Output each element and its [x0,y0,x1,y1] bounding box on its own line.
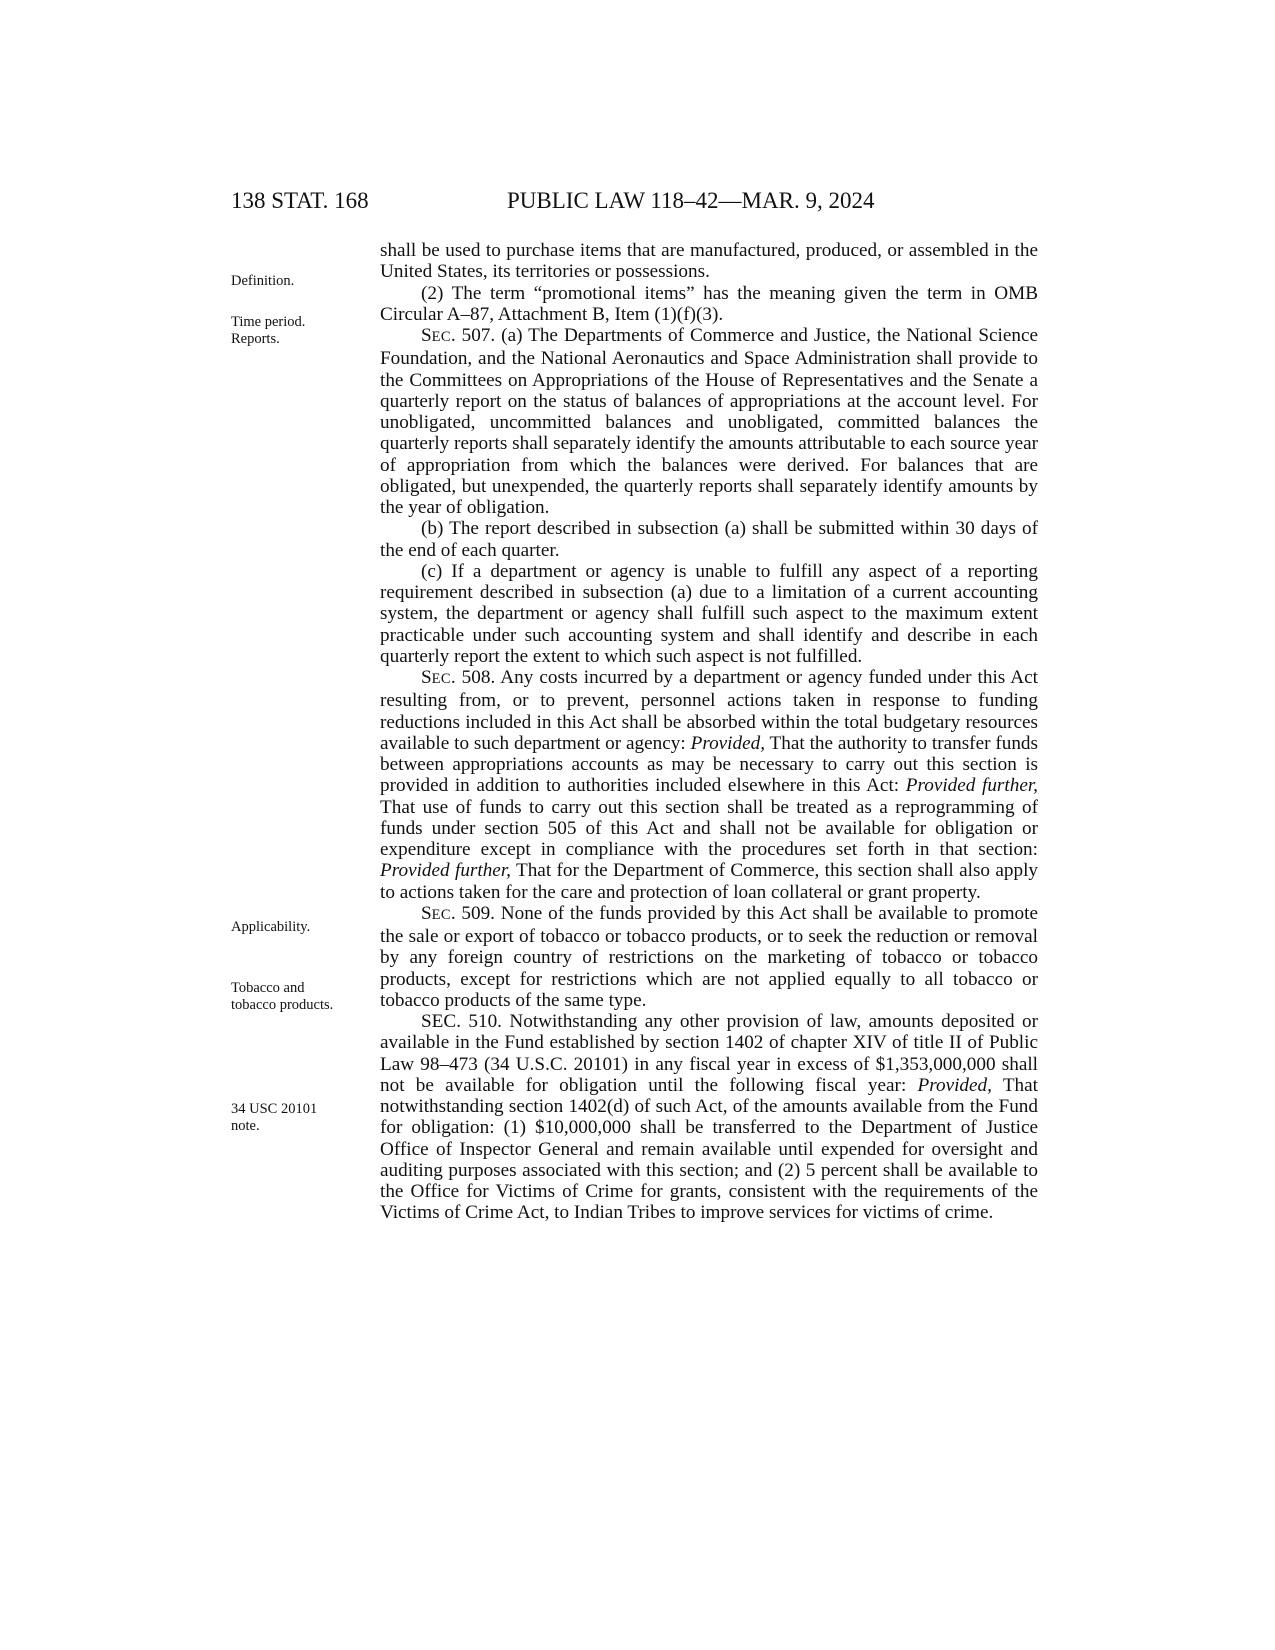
body-text [380,240,1038,1224]
section-508: SEC. 508. Any costs incurred by a department or agency funded under this Act resulting from, or to prevent, personnel actions taken in response to funding reductions included in this Act shall be absorbed within the total budgetary resources available to such department or agency: Provided, That the authority to transfer funds between appropriations accounts as may be necessary to carry out this section is provided in addition to authorities included elsewhere in this Act: Provided further, That use of funds to carry out this section shall be treated as a reprogramming of funds under section 505 of this Act and shall not be available for obligation or expenditure except in compliance with the procedures set forth in that section: Provided further, That for the Department of Commerce, this section shall also apply to actions taken for the care and protection of loan collateral or grant property. [380,667,1038,903]
section-507-c: (c) If a department or agency is unable to fulfill any aspect of a reporting requirement described in subsection (a) due to a limitation of a current accounting system, the department or agency shall fulfill such aspect to the maximum extent practicable under such accounting system and shall identify and describe in each quarterly report the extent to which such aspect is not fulfilled. [380,560,1038,667]
margin-note-applicability: Applicability. [231,919,311,935]
margin-note-definition: Definition. [231,273,295,289]
section-509: SEC. 509. None of the funds provided by this Act shall be available to promote the sale or export of tobacco or tobacco products, or to seek the reduction or removal by any foreign country of restrictions on the marketing of tobacco or tobacco products, except for restrictions which are not applied equally to all tobacco or tobacco products of the same type. [380,902,1038,1011]
paragraph-continuation: shall be used to purchase items that are manufactured, produced, or assembled in the United States, its territories or possessions. [380,240,1038,283]
section-507-b: (b) The report described in subsection (a) shall be submitted within 30 days of the end of each quarter. [380,518,1038,561]
section-510: SEC. 510. Notwithstanding any other provision of law, amounts deposited or available in the Fund established by section 1402 of chapter XIV of title II of Public Law 98–473 (34 U.S.C. 20101) in any fiscal year in excess of $1,353,000,000 shall not be available for obligation until the following fiscal year: Provided, That notwithstanding section 1402(d) of such Act, of the amounts available from the Fund for obligation: (1) $10,000,000 shall be transferred to the Department of Justice Office of Inspector General and remain available until expended for oversight and auditing purposes associated with this section; and (2) 5 percent shall be available to the Office for Victims of Crime for grants, consistent with the requirements of the Victims of Crime Act, to Indian Tribes to improve services for victims of crime. [380,1011,1038,1224]
section-507-a: SEC. 507. (a) The Departments of Commerce and Justice, the National Science Foundation, and the National Aeronautics and Space Administration shall provide to the Committees on Appropriations of the House of Representatives and the Senate a quarterly report on the status of balances of appropriations at the account level. For unobligated, uncommitted balances and unobligated, committed balances the quarterly reports shall separately identify the amounts attributable to each source year of appropriation from which the balances were derived. For balances that are obligated, but unexpended, the quarterly reports shall separately identify amounts by the year of obligation. [380,325,1038,518]
page-header [0,188,1275,218]
margin-note-time-period: Time period. Reports. [231,314,306,347]
margin-note-usc: 34 USC 20101 note. [231,1101,318,1134]
running-title: PUBLIC LAW 118–42—MAR. 9, 2024 [507,188,875,213]
paragraph-definition: (2) The term “promotional items” has the meaning given the term in OMB Circular A–87, Attachment B, Item (1)(f)(3). [380,282,1038,325]
margin-note-tobacco: Tobacco and tobacco products. [231,980,334,1013]
statute-page-number: 138 STAT. 168 [231,188,369,213]
